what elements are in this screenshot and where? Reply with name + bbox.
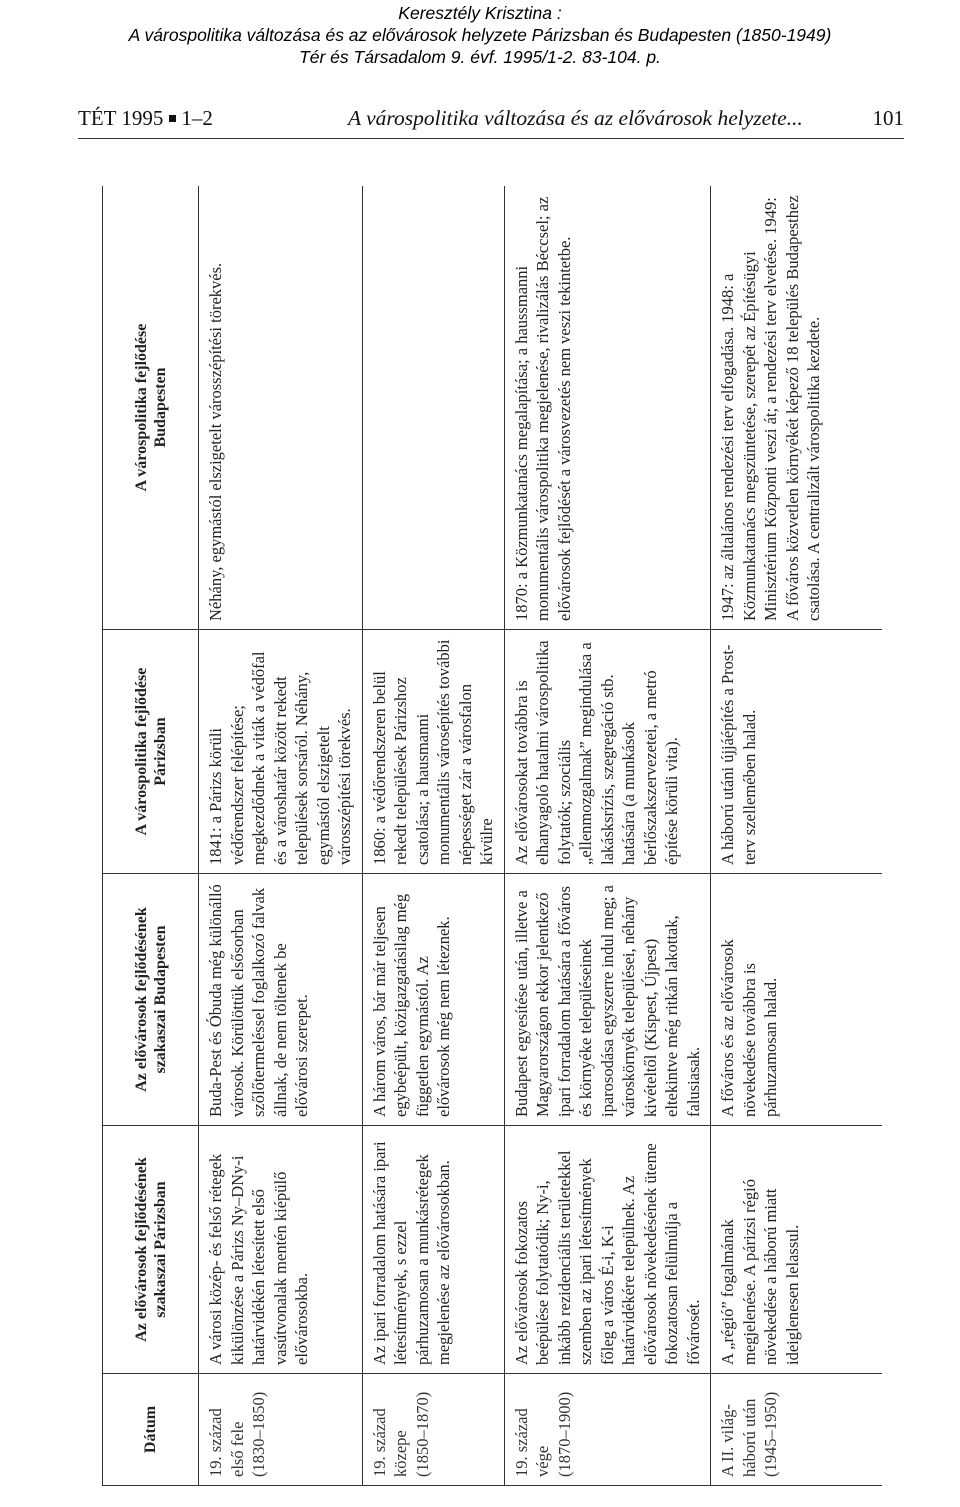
cell-date: 19. század közepe (1850–1870)	[362, 1374, 504, 1486]
header-policy-paris: A várospolitika fejlődése Párizsban	[103, 630, 199, 874]
cell-policy-paris: A háború utáni újjáépítés a Prost-terv szellemében halad.	[711, 630, 883, 874]
cell-suburbs-paris: Az elővárosok fokozatos beépülése folytatódik; Ny-i, inkább rezidenciális területekkel szemben az ipari létesítmények főleg a város É-i, K-i határvidékére települnek. Az elővárosok növekedésének üteme fokozatosan felülmúlja a fővárosét.	[504, 1126, 711, 1374]
cell-date: A II. világ- háború után (1945–1950)	[711, 1374, 883, 1486]
header-policy-budapest: A várospolitika fejlődése Budapesten	[103, 186, 199, 630]
cell-suburbs-budapest: Buda-Pest és Óbuda még különálló városok. Körülöttük elsősorban szőlőtermeléssel foglalkozó falvak állnak, de nem töltenek be elővárosi szerepet.	[199, 874, 363, 1126]
cell-policy-paris: Az elővárosokat továbbra is elhanyagoló hatalmi várospolitika folytatók; szociális „ellenmozgalmak” megindulása a lakásksrízis, szegregáció stb. hatására (a munkások bérlőszakszervezetei, a metró építése körüli vita).	[504, 630, 711, 874]
table-row	[504, 186, 711, 1486]
table-row	[362, 186, 504, 1486]
journal-name: TÉT 1995	[78, 106, 164, 130]
table-row	[199, 186, 363, 1486]
cell-policy-budapest: Néhány, egymástól elszigetelt városszépítési törekvés.	[199, 186, 363, 630]
table-header-row	[103, 186, 199, 1486]
cell-suburbs-paris: A városi közép- és felső rétegek kikülönzése a Párizs Ny–DNy-i határvidékén létesített első vasútvonalak mentén kiépülő elővárosokba.	[199, 1126, 363, 1374]
cell-policy-budapest: 1947: az általános rendezési terv elfogadása. 1948: a Közmunkatanács megszüntetése, szerepét az Építésügyi Minisztérium Központi veszi át; a rendezési terv elvetése. 1949: A főváros közvetlen környékét képező 18 település Budapesthez csatolása. A centralizált várospolitika kezdete.	[711, 186, 883, 630]
rotated-table-frame	[102, 186, 882, 1486]
cell-policy-paris: 1841: a Párizs körüli védőrendszer felépítése; megkezdődnek a viták a védőfal és a városhatár között rekedt települések sorsáról. Néhány, egymástól elszigetelt városszépítési törekvés.	[199, 630, 363, 874]
header-suburbs-budapest: Az elővárosok fejlődésének szakaszai Budapesten	[103, 874, 199, 1126]
cell-policy-budapest: 1870: a Közmunkatanács megalapítása; a haussmanni monumentális várospolitika megjelenése, rivalizálás Béccsel; az elővárosok fejlődését a városvezetés nem veszi tekintetbe.	[504, 186, 711, 630]
cell-policy-paris: 1860: a védőrendszeren belül rekedt települések Párizshoz csatolása; a hausmanni monumentális városépítés további népességet zár a városfalon kívülre	[362, 630, 504, 874]
cell-suburbs-budapest: A három város, bár már teljesen egybeépült, közigazgatásilag még független egymástól. Az elővárosok még nem léteznek.	[362, 874, 504, 1126]
header-date: Dátum	[103, 1374, 199, 1486]
citation-author: Keresztély Krisztina :	[398, 3, 562, 23]
article-running-title: A várospolitika változása és az elővárosok helyzete...	[348, 106, 803, 130]
cell-suburbs-budapest: Budapest egyesítése után, illetve a Magyarországon ekkor jelentkező ipari forradalom hatására a főváros és környéke településeinek iparosodása egyszerre indul meg; a városkörnyék települései, néhány kivételtől (Kispest, Újpest) eltekintve még ritkán lakottak, falusiasak.	[504, 874, 711, 1126]
page-number: 101	[872, 106, 904, 130]
cell-policy-budapest	[362, 186, 504, 630]
comparison-table	[102, 186, 882, 1486]
running-head	[78, 106, 904, 139]
cell-date: 19. század vége (1870–1900)	[504, 1374, 711, 1486]
issue-number: 1–2	[181, 106, 213, 130]
citation-title: A várospolitika változása és az elővárosok helyzete Párizsban és Budapesten (1850-1949)	[128, 25, 832, 45]
journal-issue	[78, 106, 213, 131]
cell-suburbs-paris: A „régió” fogalmának megjelenése. A párizsi régió növekedése a háború miatt ideiglenesen lelassul.	[711, 1126, 883, 1374]
citation-header	[0, 2, 960, 68]
cell-suburbs-paris: Az ipari forradalom hatására ipari létesítmények, s ezzel párhuzamosan a munkásrétegek megjelenése az elővárosokban.	[362, 1126, 504, 1374]
rotated-table-container	[102, 186, 882, 1486]
cell-date: 19. század első fele (1830–1850)	[199, 1374, 363, 1486]
bullet-square-icon	[169, 115, 176, 122]
cell-suburbs-budapest: A főváros és az elővárosok növekedése továbbra is párhuzamosan halad.	[711, 874, 883, 1126]
header-suburbs-paris: Az elővárosok fejlődésének szakaszai Párizsban	[103, 1126, 199, 1374]
table-row	[711, 186, 883, 1486]
citation-source: Tér és Társadalom 9. évf. 1995/1-2. 83-104. p.	[299, 47, 661, 67]
